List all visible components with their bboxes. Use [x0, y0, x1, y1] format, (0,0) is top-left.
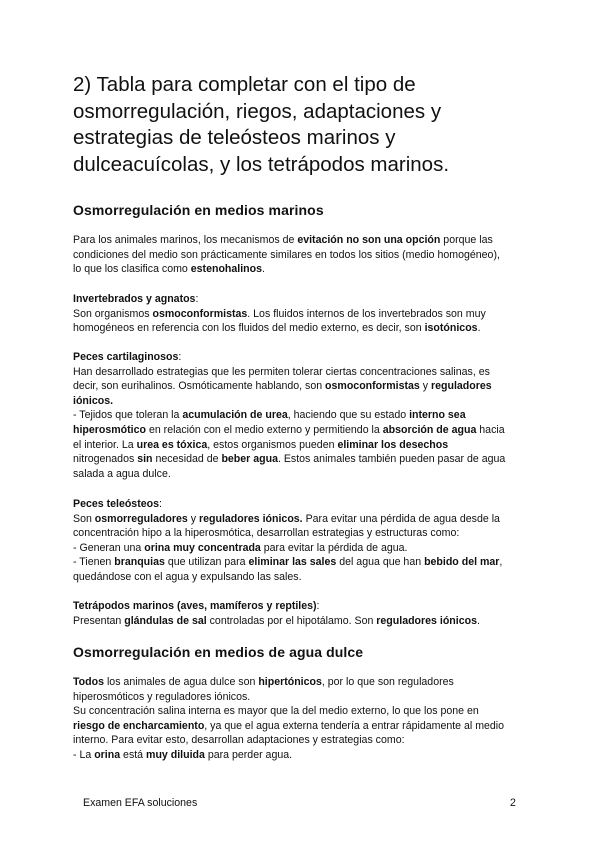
- text-run: hacia: [476, 423, 505, 436]
- text-line: [73, 233, 528, 248]
- text-line: [73, 704, 528, 719]
- text-line: [73, 675, 528, 690]
- text-run: concentración hipo a la hiperosmótica, desarrollan estrategias y estructuras como:: [73, 527, 460, 540]
- paragraph-intro: [73, 233, 528, 277]
- title-line: dulceacuícolas, y los tetrápodos marinos.: [73, 152, 450, 176]
- text-run: interno. Para evitar esto, desarrollan adaptaciones y estrategias como:: [73, 734, 405, 747]
- text-line: [73, 599, 528, 614]
- text-run: del agua que han: [336, 556, 425, 569]
- text-run: .: [476, 614, 480, 627]
- text-line: [73, 423, 528, 438]
- bold-text: reguladores: [431, 380, 492, 393]
- text-line: [73, 379, 528, 394]
- bold-text: orina: [94, 748, 121, 761]
- text-run: , estos organismos pueden: [207, 438, 338, 451]
- bold-text: evitación no son una opción: [297, 234, 441, 246]
- text-line: [73, 690, 528, 705]
- bold-text: isotónicos: [424, 322, 478, 335]
- text-run: en relación con el medio externo y permitiendo la: [146, 423, 383, 436]
- text-run: nitrogenados: [73, 453, 138, 466]
- text-run: Son organismos: [73, 307, 153, 320]
- text-line: [73, 365, 528, 380]
- text-run: Para los animales marinos, los mecanismos de: [73, 234, 298, 246]
- paragraph-agua-dulce: [73, 675, 528, 763]
- footer-doc-title: Examen EFA soluciones: [83, 797, 198, 809]
- text-line: [73, 555, 528, 570]
- text-run: - Generan una: [73, 541, 145, 554]
- text-line: [73, 467, 528, 482]
- text-run: quedándose con el agua y expulsando las sales.: [73, 570, 302, 583]
- bold-text: hiperosmótico: [73, 423, 146, 436]
- text-line: [73, 350, 528, 365]
- text-run: homogéneos en referencia con los fluidos del medio externo, es decir, son: [73, 322, 425, 335]
- text-run: :: [178, 351, 182, 363]
- text-run: porque las: [440, 234, 493, 246]
- bold-text: beber agua: [221, 453, 278, 466]
- text-line: [73, 262, 528, 277]
- bold-text: muy diluida: [146, 748, 205, 761]
- text-run: y: [419, 380, 432, 393]
- text-run: Han desarrollado estrategias que les permiten tolerar ciertas concentraciones salinas, es: [73, 365, 490, 378]
- text-run: hiperosmóticos y reguladores iónicos.: [73, 690, 251, 703]
- text-line: [73, 452, 528, 467]
- text-line: [73, 526, 528, 541]
- text-line: [73, 438, 528, 453]
- bold-text: Peces teleósteos: [73, 498, 159, 510]
- bold-text: sin: [137, 453, 153, 466]
- bold-text: Peces cartilaginosos: [73, 351, 179, 363]
- title-line: estrategias de teleósteos marinos y: [73, 126, 396, 149]
- title-line: 2) Tabla para completar con el tipo de: [73, 73, 416, 96]
- bold-text: acumulación de urea: [182, 409, 288, 422]
- text-run: - Tejidos que toleran la: [73, 409, 183, 422]
- bold-text: reguladores iónicos: [376, 614, 477, 627]
- text-run: los animales de agua dulce son: [104, 676, 259, 688]
- bold-text: Todos: [73, 676, 104, 688]
- text-run: está: [120, 748, 147, 761]
- section-heading-agua-dulce: Osmorregulación en medios de agua dulce: [73, 644, 364, 660]
- text-run: necesidad de: [152, 453, 222, 466]
- text-run: decir, son eurihalinos. Osmóticamente hablando, son: [73, 380, 326, 393]
- bold-text: osmoconformistas: [325, 380, 420, 393]
- text-line: [73, 570, 528, 585]
- text-run: .: [477, 322, 481, 335]
- text-run: .: [262, 263, 265, 276]
- text-run: :: [316, 600, 320, 612]
- text-line: [73, 733, 528, 748]
- text-line: [73, 497, 528, 512]
- text-line: [73, 248, 528, 263]
- bold-text: reguladores iónicos.: [199, 512, 303, 525]
- paragraph-cartilaginosos: [73, 350, 528, 481]
- bold-text: glándulas de sal: [124, 614, 207, 627]
- text-line: [73, 541, 528, 556]
- text-run: . Estos animales también pueden pasar de agua: [277, 453, 506, 466]
- bold-text: estenohalinos: [190, 263, 262, 276]
- text-run: - La: [73, 748, 95, 761]
- text-run: :: [158, 498, 162, 510]
- bold-text: hipertónicos: [258, 676, 322, 688]
- bold-text: Invertebrados y agnatos: [73, 293, 196, 305]
- bold-text: branquias: [114, 556, 165, 569]
- text-run: :: [195, 293, 199, 305]
- text-run: - Tienen: [73, 556, 115, 569]
- text-run: , ya que el agua externa tendería a entrar rápidamente al medio: [204, 719, 505, 732]
- bold-text: interno sea: [409, 409, 466, 422]
- text-run: lo que los clasifica como: [73, 263, 191, 276]
- text-run: Para evitar una pérdida de agua desde la: [302, 512, 500, 525]
- text-run: condiciones del medio son prácticamente similares en todos los sitios (medio homogéneo),: [73, 248, 500, 261]
- bold-text: bebido del mar: [424, 556, 500, 569]
- text-run: el interior. La: [73, 438, 137, 451]
- text-line: [73, 394, 528, 409]
- text-line: [73, 748, 528, 763]
- bold-text: osmorreguladores: [94, 512, 188, 525]
- text-run: salada a agua dulce.: [73, 467, 171, 480]
- text-run: Su concentración salina interna es mayor que la del medio externo, lo que los pone en: [73, 705, 479, 718]
- paragraph-tetrapodos: [73, 599, 528, 628]
- text-line: [73, 408, 528, 423]
- bold-text: iónicos.: [73, 394, 114, 407]
- text-run: y: [187, 512, 200, 525]
- bold-text: riesgo de encharcamiento: [73, 719, 205, 732]
- bold-text: absorción de agua: [382, 423, 477, 436]
- text-run: que utilizan para: [164, 556, 249, 569]
- text-run: Son: [73, 512, 95, 525]
- page-title: [73, 72, 543, 178]
- title-line: osmorregulación, riegos, adaptaciones y: [73, 99, 442, 123]
- text-run: controladas por el hipotálamo. Son: [206, 614, 377, 627]
- text-run: , por lo que son reguladores: [321, 676, 454, 688]
- paragraph-invertebrados: [73, 292, 528, 336]
- bold-text: osmoconformistas: [152, 307, 248, 320]
- text-run: para perder agua.: [204, 748, 293, 761]
- bold-text: eliminar los desechos: [337, 438, 449, 451]
- text-run: . Los fluidos internos de los invertebrados son muy: [247, 307, 486, 320]
- bold-text: urea es tóxica: [136, 438, 208, 451]
- bold-text: Tetrápodos marinos (aves, mamíferos y reptiles): [73, 600, 317, 612]
- text-run: para evitar la pérdida de agua.: [260, 541, 408, 554]
- paragraph-teleosteos: [73, 497, 528, 585]
- text-line: [73, 321, 528, 336]
- text-line: [73, 719, 528, 734]
- text-run: , haciendo que su estado: [287, 409, 410, 422]
- bold-text: eliminar las sales: [248, 556, 337, 569]
- text-run: ,: [499, 556, 503, 569]
- section-heading-marinos: Osmorregulación en medios marinos: [73, 202, 324, 218]
- text-line: [73, 292, 528, 307]
- footer-page-number: 2: [510, 797, 516, 809]
- bold-text: orina muy concentrada: [144, 541, 261, 554]
- text-line: [73, 307, 528, 322]
- text-line: [73, 614, 528, 629]
- text-run: Presentan: [73, 614, 125, 627]
- text-line: [73, 512, 528, 527]
